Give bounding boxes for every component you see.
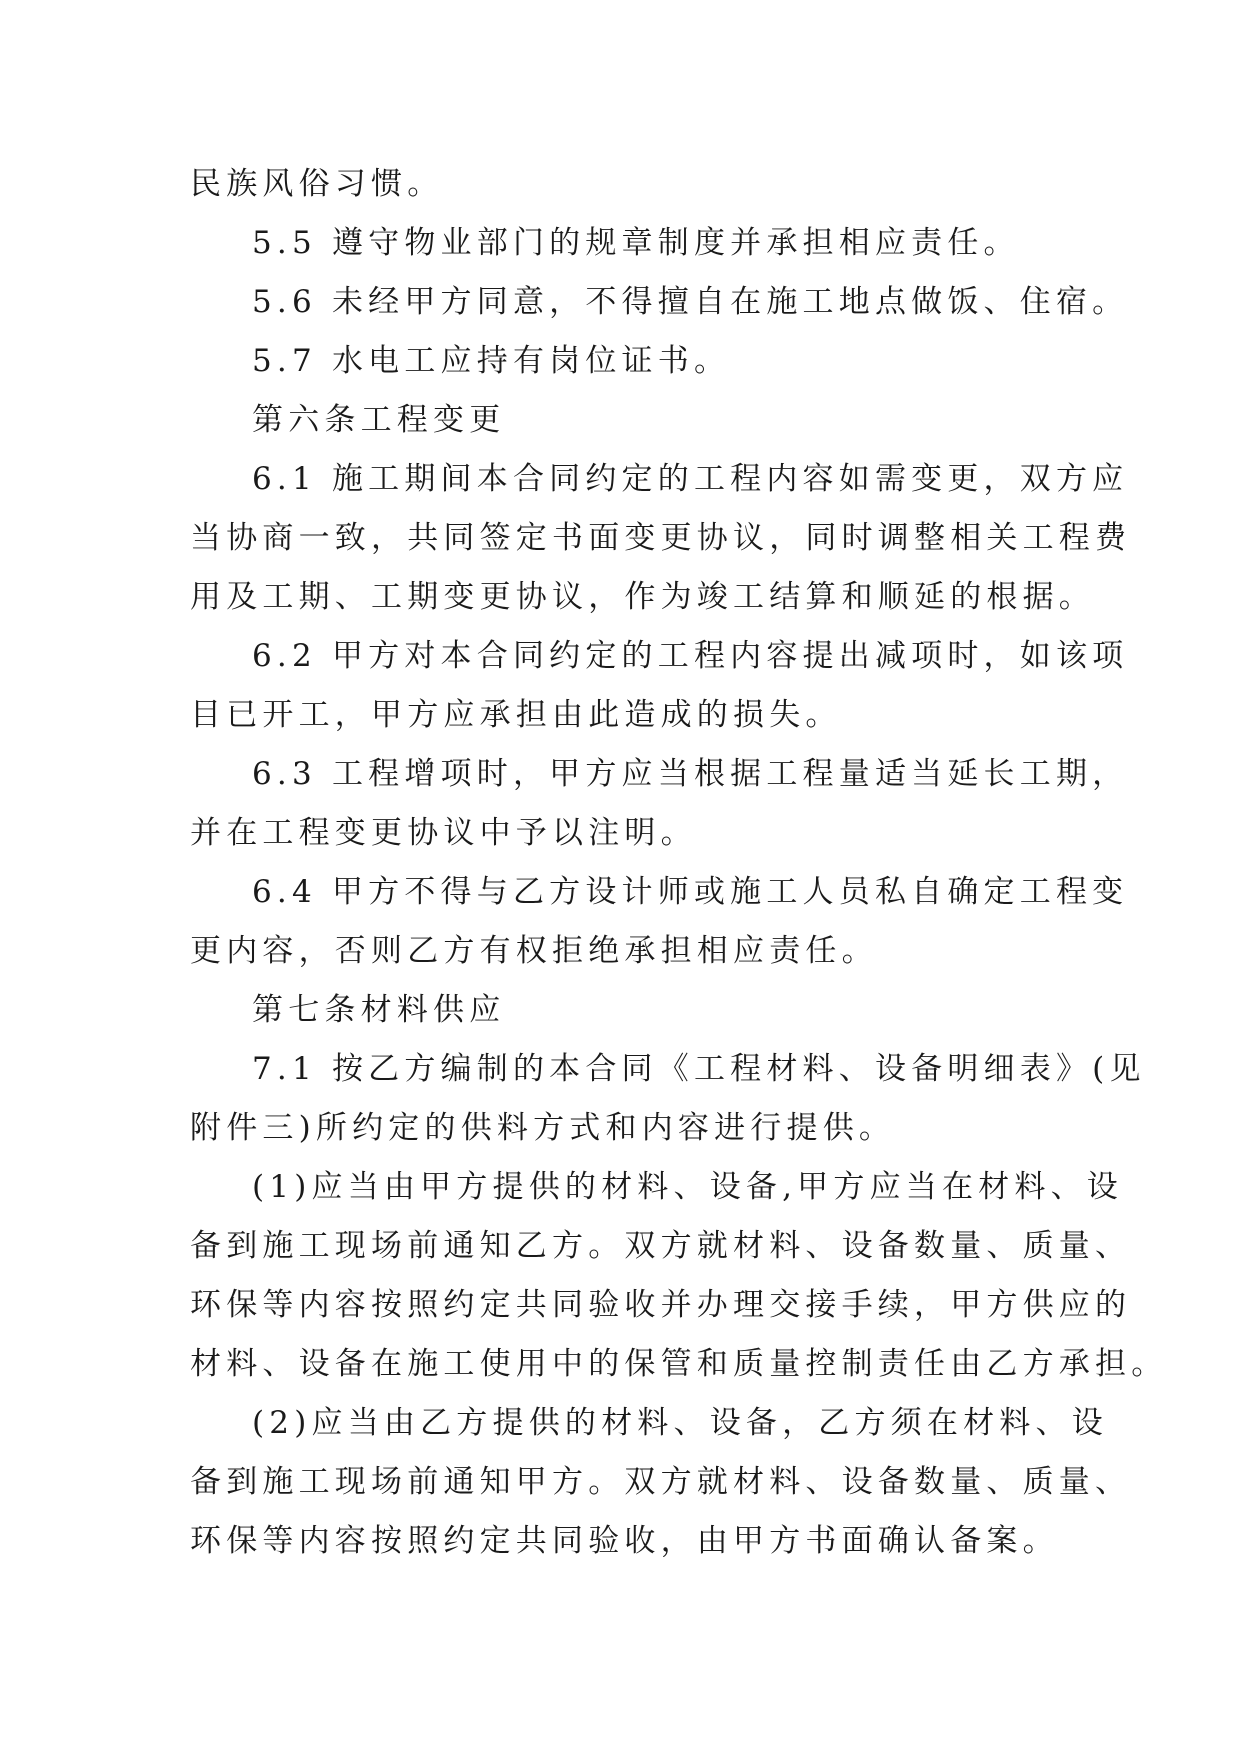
text-line: 目已开工，甲方应承担由此造成的损失。 (190, 697, 842, 733)
clause-6-1: 6.1 施工期间本合同约定的工程内容如需变更，双方应 (252, 461, 1129, 497)
text-line: 备到施工现场前通知甲方。双方就材料、设备数量、质量、 (190, 1464, 1132, 1500)
clause-6-2: 6.2 甲方对本合同约定的工程内容提出减项时，如该项 (252, 638, 1129, 674)
text-line: 当协商一致，共同签定书面变更协议，同时调整相关工程费 (190, 520, 1132, 556)
clause-7-1: 7.1 按乙方编制的本合同《工程材料、设备明细表》(见 (252, 1051, 1146, 1087)
text-line: 附件三)所约定的供料方式和内容进行提供。 (190, 1110, 896, 1146)
text-line: 环保等内容按照约定共同验收并办理交接手续，甲方供应的 (190, 1287, 1132, 1323)
text-line: 并在工程变更协议中予以注明。 (190, 815, 697, 851)
article-7-heading: 第七条材料供应 (252, 992, 506, 1028)
text-line: 用及工期、工期变更协议，作为竣工结算和顺延的根据。 (190, 579, 1095, 615)
clause-5-7: 5.7 水电工应持有岗位证书。 (252, 343, 731, 379)
clause-6-3: 6.3 工程增项时，甲方应当根据工程量适当延长工期， (252, 756, 1129, 792)
text-line: 材料、设备在施工使用中的保管和质量控制责任由乙方承担。 (190, 1346, 1168, 1382)
item-2: (2)应当由乙方提供的材料、设备，乙方须在材料、设 (252, 1405, 1108, 1441)
article-6-heading: 第六条工程变更 (252, 402, 506, 438)
clause-5-5: 5.5 遵守物业部门的规章制度并承担相应责任。 (252, 225, 1020, 261)
text-line: 民族风俗习惯。 (190, 166, 444, 202)
text-line: 备到施工现场前通知乙方。双方就材料、设备数量、质量、 (190, 1228, 1132, 1264)
clause-5-6: 5.6 未经甲方同意，不得擅自在施工地点做饭、住宿。 (252, 284, 1129, 320)
clause-6-4: 6.4 甲方不得与乙方设计师或施工人员私自确定工程变 (252, 874, 1129, 910)
text-line: 更内容，否则乙方有权拒绝承担相应责任。 (190, 933, 878, 969)
text-line: 环保等内容按照约定共同验收，由甲方书面确认备案。 (190, 1523, 1059, 1559)
item-1: (1)应当由甲方提供的材料、设备,甲方应当在材料、设 (252, 1169, 1123, 1205)
